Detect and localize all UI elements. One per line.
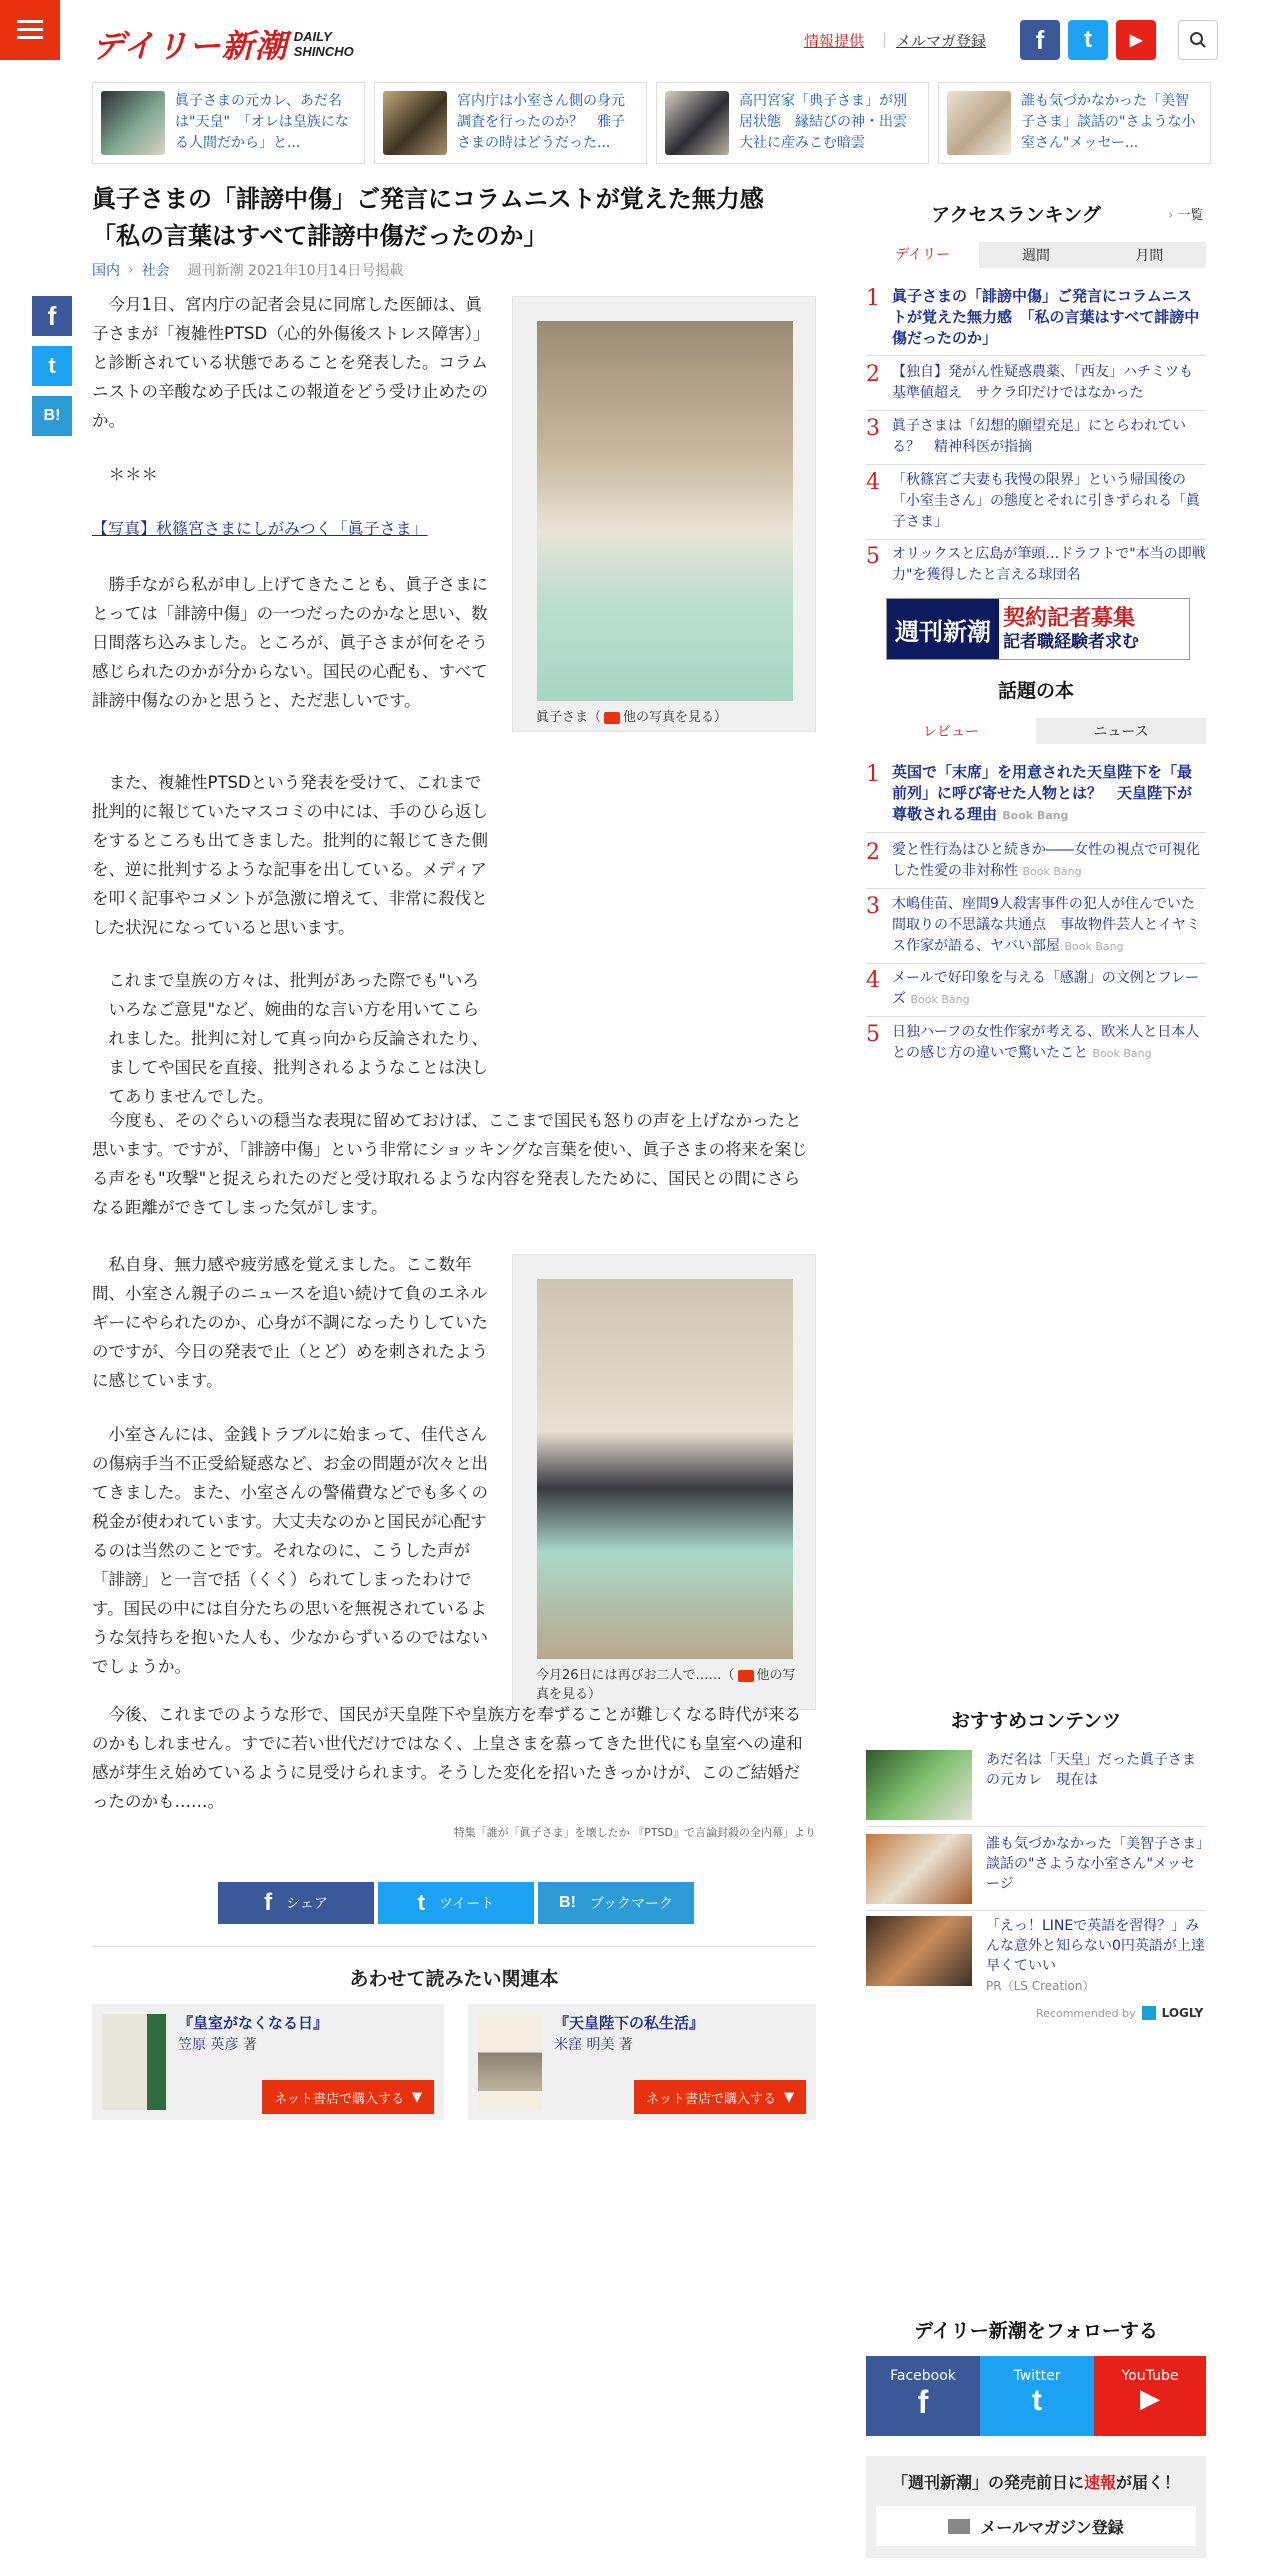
author-name: 笠原 英彦 [178,2037,239,2053]
book-cover [102,2014,166,2110]
newsletter-button-label: メールマガジン登録 [980,2517,1124,2537]
card-thumbnail [383,91,447,155]
recommended-by-label: Recommended by [1036,2006,1136,2020]
newsletter-box [866,2456,1206,2558]
paragraph: 今後、これまでのような形で、国民が天皇陛下や皇族方を奉ずることが難しくなる時代が来るのかもしれません。すでに若い世代だけではなく、上皇さまを慕ってきた世代にも皇室への違和感が芽生え始めているように見受けられます。そうした変化を招いたきっかけが、このご結婚だったのかも……。 [92,1705,803,1811]
rank-number: 4 [866,470,880,495]
twitter-icon: t [417,1890,425,1915]
buy-button[interactable] [262,2080,434,2114]
hamburger-icon [17,20,43,23]
related-heading: あわせて読みたい関連本 [349,1968,559,1990]
logly-credit[interactable] [1036,2006,1203,2020]
twitter-icon[interactable]: t [1068,20,1108,60]
newsletter-link[interactable]: メルマガ登録 [896,32,987,50]
facebook-icon: f [264,1889,273,1916]
recruit-banner[interactable] [886,598,1190,660]
follow-label: Twitter [1013,2368,1061,2384]
book-item[interactable] [866,756,1206,833]
twitter-share-button[interactable] [378,1882,534,1924]
breadcrumb [92,260,403,280]
rank-number: 2 [866,362,880,387]
info-link[interactable]: 情報提供 [804,32,865,50]
logo-text: デイリー新潮 [92,27,288,65]
site-logo[interactable] [92,24,354,64]
camera-icon [738,1670,754,1682]
paragraph: 今月1日、宮内庁の記者会見に同席した医師は、眞子さまが「複雑性PTSD（心的外傷後ストレス障害）」と診断されている状態であることを発表した。コラムニストの辛酸なめ子氏はこの報道をどう受け止めたのか。 [92,295,490,430]
recommended-text: 「えっ！LINEで英語を習得？」みんな意外と知らない0円英語が上達早くていい [986,1918,1205,1974]
hamburger-line [17,36,43,39]
youtube-icon: ▶ [1140,2384,1160,2414]
paragraph: 勝手ながら私が申し上げてきたことも、眞子さまにとっては「誹謗中傷」の一つだったのかなと思い、数日間落ち込みました。ところが、眞子さまが何をそう感じられたのかが分からない。国民の心配も、すべて誹謗中傷なのかと思うと、ただ悲しいです。 [92,575,488,710]
newsletter-text: 「週刊新潮」の発売前日に [891,2473,1084,2492]
book-title: 『天皇陛下の私生活』 [554,2014,705,2032]
newsletter-copy [866,2470,1206,2493]
follow-facebook[interactable] [866,2356,980,2436]
book-cover [478,2014,542,2110]
rank-text: 眞子さまは「幻想的願望充足」にとらわれている？ 精神科医が指摘 [892,418,1186,455]
hatena-icon: B! [559,1894,576,1911]
tab-monthly[interactable]: 月間 [1093,242,1206,268]
ranking-title: アクセスランキング [931,204,1101,226]
menu-button[interactable] [0,0,60,60]
article-meta: 週刊新潮 2021年10月14日号掲載 [187,263,404,279]
tab-daily[interactable]: デイリー [866,242,979,268]
buy-button[interactable] [634,2080,806,2114]
ranking-tabs [866,242,1206,268]
recommended-item[interactable] [866,1828,1206,1911]
rank-number: 2 [866,840,880,865]
divider: | [882,30,888,48]
logo-en-2: SHINCHO [293,44,354,59]
share-label: ツイート [439,1896,495,1912]
card-text: 誰も気づかなかった「美智子さま」談話の"さような小室さん"メッセー... [1021,93,1196,151]
book-text: 日独ハーフの女性作家が考える、欧米人と日本人との感じ方の違いで驚いたこと [892,1024,1200,1061]
rank-number: 4 [866,968,880,993]
chevron-right-icon: › [1168,208,1174,223]
more-photos-link[interactable]: 他の写真を見る） [623,710,728,725]
photo-caption [536,708,796,727]
recommended-item[interactable] [866,1744,1206,1827]
article-source: 特集「誰が「眞子さま」を壊したか 『PTSD』で言論封殺の全内幕」より [453,1826,816,1839]
paragraph: 私自身、無力感や疲労感を覚えました。ここ数年間、小室さん親子のニュースを追い続けて負のエネルギーにやられたのか、心身が不調になったりしていたのですが、今日の発表で止（とど）めを刺されたように感じています。 [92,1255,488,1390]
rank-number: 1 [866,762,880,787]
article-photo-1[interactable] [537,321,793,701]
ranking-item[interactable] [866,464,1206,540]
follow-twitter[interactable] [980,2356,1094,2436]
newsletter-button[interactable] [876,2506,1196,2546]
book-author [554,2034,633,2054]
book-text: 木嶋佳苗、座間9人殺害事件の犯人が住んでいた間取りの不思議な共通点 事故物件芸人とイヤミス作家が語る、ヤバい部屋 [892,896,1200,954]
paragraph-text: これまで皇族の方々は、批判があった際でも"いろいろなご意見"など、婉曲的な言い方を用いてこられました。批判に対して真っ向から反論されたり、ましてや国民を直接、批判されるようなことは決してありませんでした。 [108,971,488,1106]
more-photos-link[interactable]: 他の写真を見る） [536,1668,796,1702]
book-source: Book Bang [1002,809,1069,822]
facebook-share-icon[interactable]: f [32,296,72,336]
rank-text: 「秋篠宮ご夫妻も我慢の限界」という帰国後の「小室圭さん」の態度とそれに引きずられる「眞子さま」 [892,472,1200,530]
book-source: Book Bang [1092,1047,1152,1060]
follow-label: YouTube [1121,2368,1179,2384]
camera-icon [604,712,620,724]
paragraph: 小室さんには、金銭トラブルに始まって、佳代さんの傷病手当不正受給疑惑など、お金の問題が次々と出てきました。また、小室さんの警備費などでも多くの税金が使われています。大丈夫なのかと国民が心配するのは当然のことです。それなのに、こうした声が「誹謗」と一言で括（くく）られてしまったわけです。国民の中には自分たちの思いを無視されているような気持ちを抱いた人も、少なからずいるのではないでしょうか。 [92,1425,488,1676]
follow-label: Facebook [890,2368,956,2384]
recommended-text: 誰も気づかなかった「美智子さま」談話の"さような小室さん"メッセージ [986,1836,1203,1892]
twitter-icon: t [1032,2384,1042,2417]
ranking-item[interactable] [866,280,1206,356]
buy-label: ネット書店で購入する [645,2091,776,2107]
logly-label: LOGLY [1161,2006,1204,2020]
book-text: 愛と性行為はひと続きか――女性の視点で可視化した性愛の非対称性 [892,842,1200,879]
banner-sub: 記者職経験者求む [1003,632,1139,652]
books-tabs [866,718,1206,744]
rank-number: 1 [866,286,880,311]
rank-number: 5 [866,1022,880,1047]
paragraph: 今度も、そのぐらいの穏当な表現に留めておけば、ここまで国民も怒りの声を上げなかったと思います。ですが、「誹謗中傷」という非常にショッキングな言葉を使い、眞子さまの将来を案じる声をも"攻撃"と捉えられたのだと受け取れるような内容を発表したために、国民との間にさらなる距離ができてしまった気がします。 [92,1111,808,1217]
breadcrumb-society[interactable]: 社会 [141,263,170,279]
more-label: 一覧 [1177,208,1204,223]
dropdown-icon: ▼ [412,2089,422,2105]
author-suffix: 著 [618,2037,633,2053]
search-button[interactable] [1178,20,1218,60]
card-text: 宮内庁は小室さん側の身元調査を行ったのか？ 雅子さまの時はどうだった... [457,93,625,151]
ranking-item[interactable] [866,356,1206,411]
follow-youtube[interactable] [1094,2356,1206,2436]
book-source: Book Bang [1022,865,1082,878]
top-card[interactable] [92,82,365,164]
divider [92,1946,816,1947]
logo-english [294,29,354,59]
card-thumbnail [947,91,1011,155]
tab-news[interactable]: ニュース [1036,718,1206,744]
rank-text: 眞子さまの「誹謗中傷」ご発言にコラムニストが覚えた無力感 「私の言葉はすべて誹謗中傷だったのか」 [892,287,1200,347]
rank-text: 【独自】発がん性疑惑農薬、「西友」ハチミツも基準値超え サクラ印だけではなかった [892,364,1193,401]
ranking-more-link[interactable] [1168,204,1203,223]
card-thumbnail [101,91,165,155]
photo-frame [512,296,816,732]
recommended-text: あだ名は「天皇」だった眞子さまの元カレ 現在は [986,1752,1196,1788]
ranking-item[interactable] [866,410,1206,465]
dropdown-icon: ▼ [784,2089,794,2105]
tab-review[interactable]: レビュー [923,724,979,740]
banner-headline: 契約記者募集 [1003,605,1136,631]
mail-icon [948,2519,970,2534]
rank-number: 3 [866,416,880,441]
follow-title: デイリー新潮をフォローする [914,2320,1158,2342]
article-title: 眞子さまの「誹謗中傷」ご発言にコラムニストが覚えた無力感 「私の言葉はすべて誹謗中傷だったのか」 [92,184,788,250]
books-title: 話題の本 [997,680,1074,702]
book-item[interactable] [866,962,1206,1017]
card-thumbnail [665,91,729,155]
book-text: メールで好印象を与える「感謝」の文例とフレーズ [892,970,1200,1007]
book-author [178,2034,257,2054]
book-item[interactable] [866,888,1206,964]
photo-caption [536,1666,798,1704]
rank-number: 3 [866,894,880,919]
card-text: 眞子さまの元カレ、あだ名は"天皇" 「オレは皇族になる人間だから」と... [175,93,349,151]
buy-label: ネット書店で購入する [273,2091,404,2107]
facebook-share-button[interactable] [218,1882,374,1924]
top-card[interactable] [374,82,647,164]
separator-stars: ＊＊＊ [108,465,158,484]
banner-title: 週刊新潮 [895,616,991,646]
top-card[interactable] [656,82,929,164]
photo-gallery-link[interactable]: 【写真】秋篠宮さまにしがみつく「眞子さま」 [92,519,428,538]
paragraph: また、複雑性PTSDという発表を受けて、これまで批判的に報じていたマスコミの中には、手のひら返しをするところも出てきました。批判的に報じてきた側を、逆に批判するような記事を出している。メディアを叩く記事やコメントが急激に増えて、非常に殺伐とした状況になっていると思います。 [92,773,488,937]
breadcrumb-domestic[interactable]: 国内 [92,263,120,279]
logo-en-1: DAILY [293,29,332,44]
author-suffix: 著 [242,2037,257,2053]
rank-text: オリックスと広島が筆頭…ドラフトで"本当の即戦力"を獲得したと言える球団名 [892,546,1206,583]
recommended-thumbnail [866,1834,972,1904]
newsletter-highlight: 速報 [1083,2473,1116,2492]
card-text: 高円宮家「典子さま」が別居状態 縁結びの神・出雲大社に産みこむ暗雲 [739,93,907,151]
related-book-card[interactable] [92,2004,444,2120]
caption-text: 眞子さま（ [536,710,602,725]
photo-frame [512,1254,816,1710]
book-text: 英国で「末席」を用意された天皇陛下を「最前列」に呼び寄せた人物とは？ 天皇陛下が尊敬される理由 [892,763,1193,823]
ranking-item[interactable] [866,538,1206,592]
author-name: 米窪 明美 [554,2037,615,2053]
share-label: シェア [286,1896,328,1912]
book-item[interactable] [866,1016,1206,1070]
paragraph [92,966,816,1111]
caption-text: 今月26日には再びお二人で……（ [536,1668,735,1683]
hamburger-line [17,28,43,31]
rank-number: 5 [866,544,880,569]
pr-label: PR（LS Creation） [986,1979,1095,1993]
recommended-item[interactable] [866,1910,1206,2002]
chevron-right-icon: › [128,262,134,278]
recommended-title: おすすめコンテンツ [950,1710,1122,1732]
tab-weekly[interactable]: 週間 [979,242,1092,268]
youtube-icon[interactable]: ▶ [1116,20,1156,60]
search-icon [1189,31,1207,49]
hatena-bookmark-icon[interactable]: B! [32,396,72,436]
top-card[interactable] [938,82,1211,164]
related-book-card[interactable] [468,2004,816,2120]
twitter-share-icon[interactable]: t [32,346,72,386]
book-item[interactable] [866,834,1206,889]
recommended-thumbnail [866,1916,972,1986]
share-label: ブックマーク [589,1896,673,1912]
article-photo-2[interactable] [537,1279,793,1659]
book-source: Book Bang [910,993,970,1006]
hatena-share-button[interactable] [538,1882,694,1924]
recommended-thumbnail [866,1750,972,1820]
book-source: Book Bang [1064,940,1124,953]
logly-icon [1142,2006,1156,2020]
book-title: 『皇室がなくなる日』 [178,2014,329,2032]
newsletter-text: が届く！ [1116,2473,1181,2492]
facebook-icon: f [917,2384,929,2420]
facebook-icon[interactable]: f [1020,20,1060,60]
banner-copy [999,599,1189,659]
